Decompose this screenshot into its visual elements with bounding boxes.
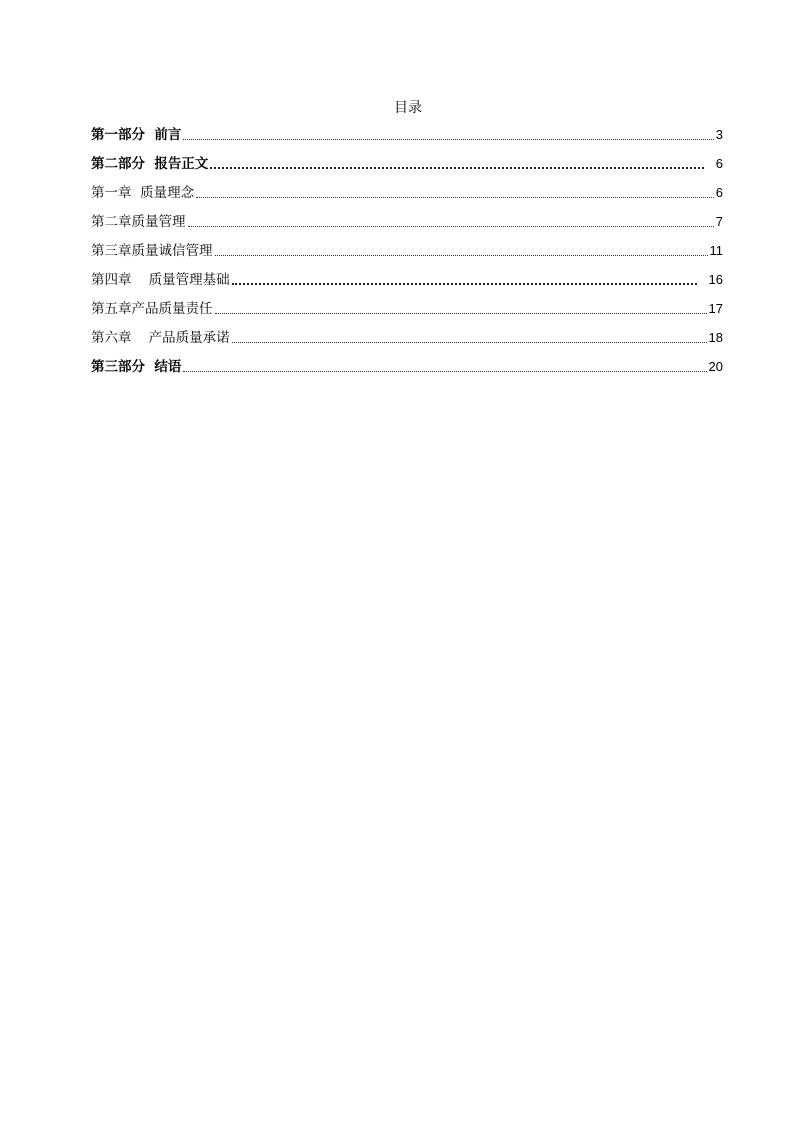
toc-entry-chapter-four[interactable] xyxy=(91,261,723,290)
toc-entry-label: 第二章质量管理 xyxy=(91,214,186,230)
toc-entry-label: 第一部分 前言 xyxy=(91,127,182,143)
toc-entry-page: 20 xyxy=(708,359,723,374)
dot-leader xyxy=(215,255,708,256)
dot-leader xyxy=(183,371,706,372)
toc-entry-label: 第二部分 报告正文 xyxy=(91,156,209,172)
toc-entry-label: 第六章 产品质量承诺 xyxy=(91,330,230,346)
toc-entry-page: 3 xyxy=(715,127,723,142)
dot-leader xyxy=(232,283,697,285)
table-of-contents xyxy=(91,116,723,377)
toc-entry-page: 16 xyxy=(708,272,723,287)
toc-entry-chapter-six[interactable] xyxy=(91,319,723,348)
toc-entry-page: 6 xyxy=(715,156,723,171)
toc-entry-label: 第一章 质量理念 xyxy=(91,185,195,201)
toc-entry-chapter-three[interactable] xyxy=(91,232,723,261)
toc-entry-page: 17 xyxy=(708,301,723,316)
toc-entry-label: 第四章 质量管理基础 xyxy=(91,272,230,288)
toc-entry-page: 11 xyxy=(709,243,723,258)
dot-leader xyxy=(210,167,703,169)
toc-entry-label: 第五章产品质量责任 xyxy=(91,301,213,317)
toc-entry-part-one[interactable] xyxy=(91,116,723,145)
dot-leader xyxy=(232,342,707,343)
dot-leader xyxy=(196,197,714,198)
dot-leader xyxy=(215,313,707,314)
dot-leader xyxy=(188,226,714,227)
toc-entry-label: 第三章质量诚信管理 xyxy=(91,243,213,259)
toc-entry-page: 18 xyxy=(708,330,723,345)
toc-entry-page: 7 xyxy=(715,214,723,229)
toc-entry-chapter-five[interactable] xyxy=(91,290,723,319)
toc-entry-page: 6 xyxy=(715,185,723,200)
toc-entry-label: 第三部分 结语 xyxy=(91,359,182,375)
toc-entry-part-two[interactable] xyxy=(91,145,723,174)
toc-entry-part-three[interactable] xyxy=(91,348,723,377)
toc-entry-chapter-two[interactable] xyxy=(91,203,723,232)
dot-leader xyxy=(183,139,713,140)
toc-entry-chapter-one[interactable] xyxy=(91,174,723,203)
toc-title: 目录 xyxy=(394,100,422,116)
